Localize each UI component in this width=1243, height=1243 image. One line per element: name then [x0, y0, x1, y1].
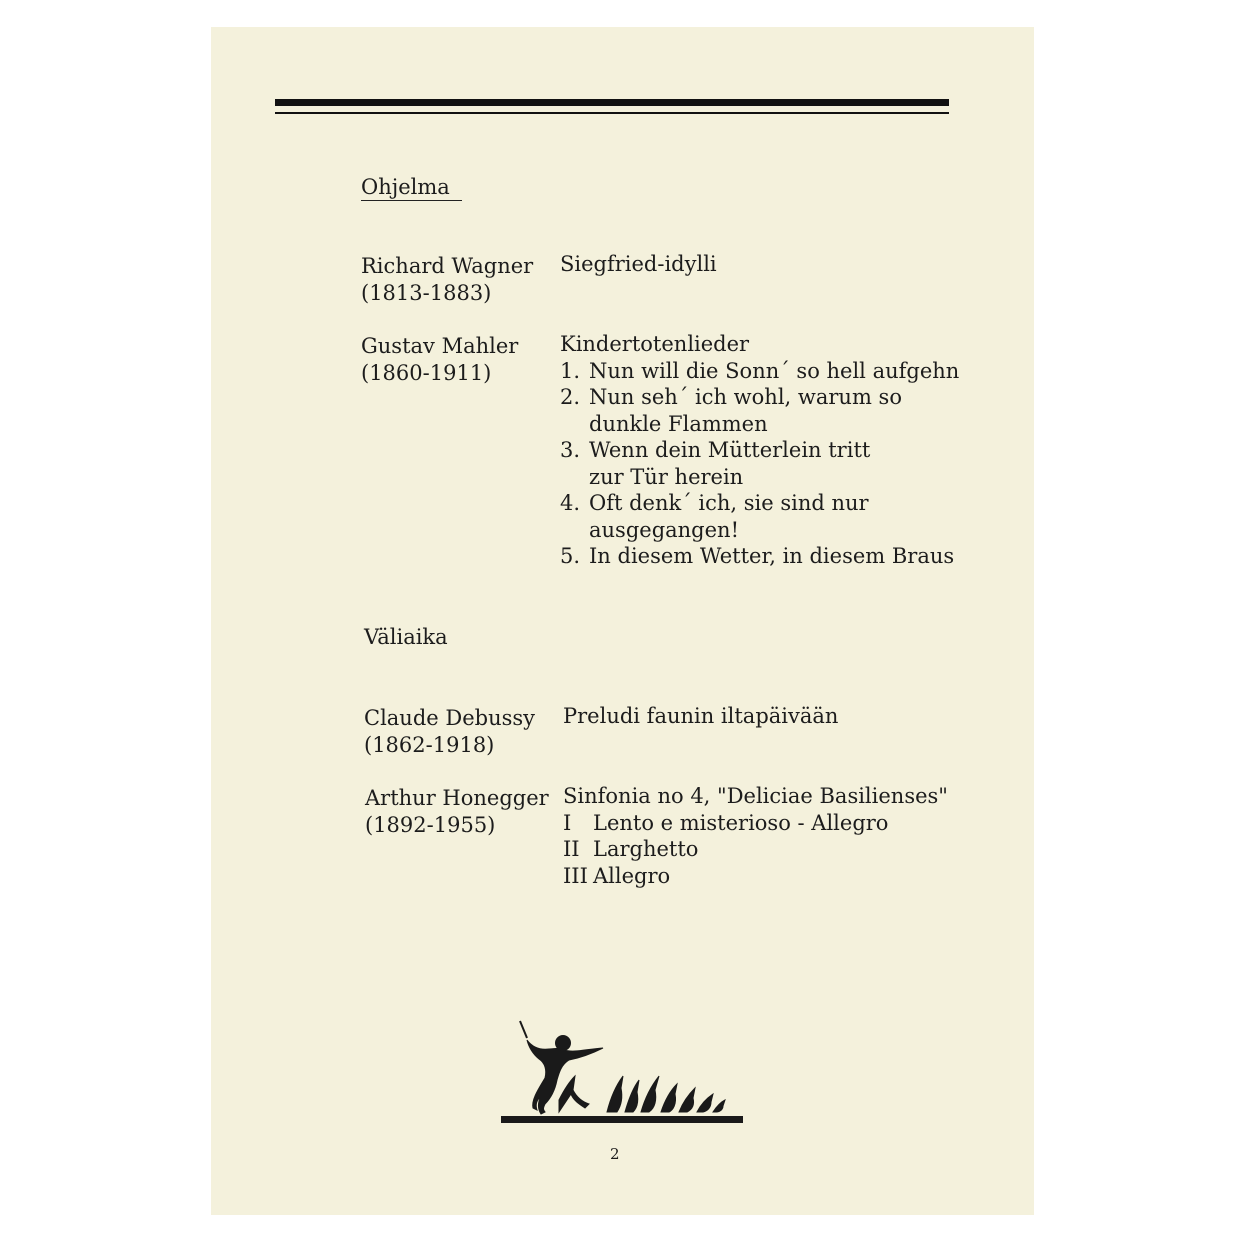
movement-number: III	[563, 863, 588, 888]
work-honegger	[563, 783, 948, 889]
movement-title: Allegro	[593, 863, 671, 888]
composer-years: (1862-1918)	[364, 732, 495, 757]
composer-name: Claude Debussy	[364, 706, 536, 730]
movement-number: II	[563, 837, 580, 861]
movement-number: 2.	[560, 385, 581, 409]
page-number: 2	[610, 1145, 620, 1163]
movement-number: 4.	[560, 491, 581, 515]
composer-name: Arthur Honegger	[365, 786, 549, 810]
movement-title: Larghetto	[593, 837, 699, 861]
movement-line: In diesem Wetter, in diesem Braus	[589, 544, 955, 568]
movement	[563, 863, 948, 890]
work-title: Kindertotenlieder	[560, 332, 750, 356]
composer-name: Gustav Mahler	[361, 334, 519, 358]
movement-line: Nun will die Sonn´ so hell aufgehn	[589, 358, 960, 383]
composer-name: Richard Wagner	[361, 254, 534, 278]
movement-number: 1.	[560, 358, 581, 383]
movement-number: I	[563, 810, 572, 835]
movement-line: zur Tür herein	[589, 464, 744, 489]
movement-line: Wenn dein Mütterlein tritt	[589, 438, 871, 462]
movement-line: Oft denk´ ich, sie sind nur	[589, 491, 869, 515]
composer-wagner	[361, 253, 533, 306]
work-wagner	[560, 251, 717, 278]
program-heading: Ohjelma	[361, 174, 462, 201]
movement	[560, 384, 959, 437]
composer-years: (1892-1955)	[365, 812, 496, 837]
header-rule-thick	[275, 99, 949, 106]
movement	[560, 437, 959, 490]
movement	[560, 490, 959, 543]
composer-years: (1860-1911)	[361, 360, 492, 385]
work-title: Siegfried-idylli	[560, 252, 717, 276]
movement	[560, 358, 959, 385]
work-title: Preludi faunin iltapäivään	[563, 704, 839, 728]
work-debussy	[563, 703, 838, 730]
work-title: Sinfonia no 4, "Deliciae Basilienses"	[563, 784, 948, 808]
movement	[563, 810, 948, 837]
movement-number: 5.	[560, 544, 581, 568]
composer-debussy	[364, 705, 535, 758]
movement-title: Lento e misterioso - Allegro	[593, 810, 889, 835]
movement-number: 3.	[560, 438, 581, 462]
composer-mahler	[361, 333, 518, 386]
movement	[560, 543, 959, 570]
header-rule-thin	[275, 112, 949, 114]
composer-honegger	[365, 785, 549, 838]
movement-line: Nun seh´ ich wohl, warum so	[589, 385, 902, 409]
interval-label: Väliaika	[364, 625, 448, 649]
movement-line: ausgegangen!	[589, 517, 740, 542]
composer-years: (1813-1883)	[361, 280, 492, 305]
movement-line: dunkle Flammen	[589, 411, 768, 436]
movement	[563, 836, 948, 863]
work-mahler	[560, 331, 959, 570]
conductor-and-reeds-logo	[499, 1018, 745, 1130]
